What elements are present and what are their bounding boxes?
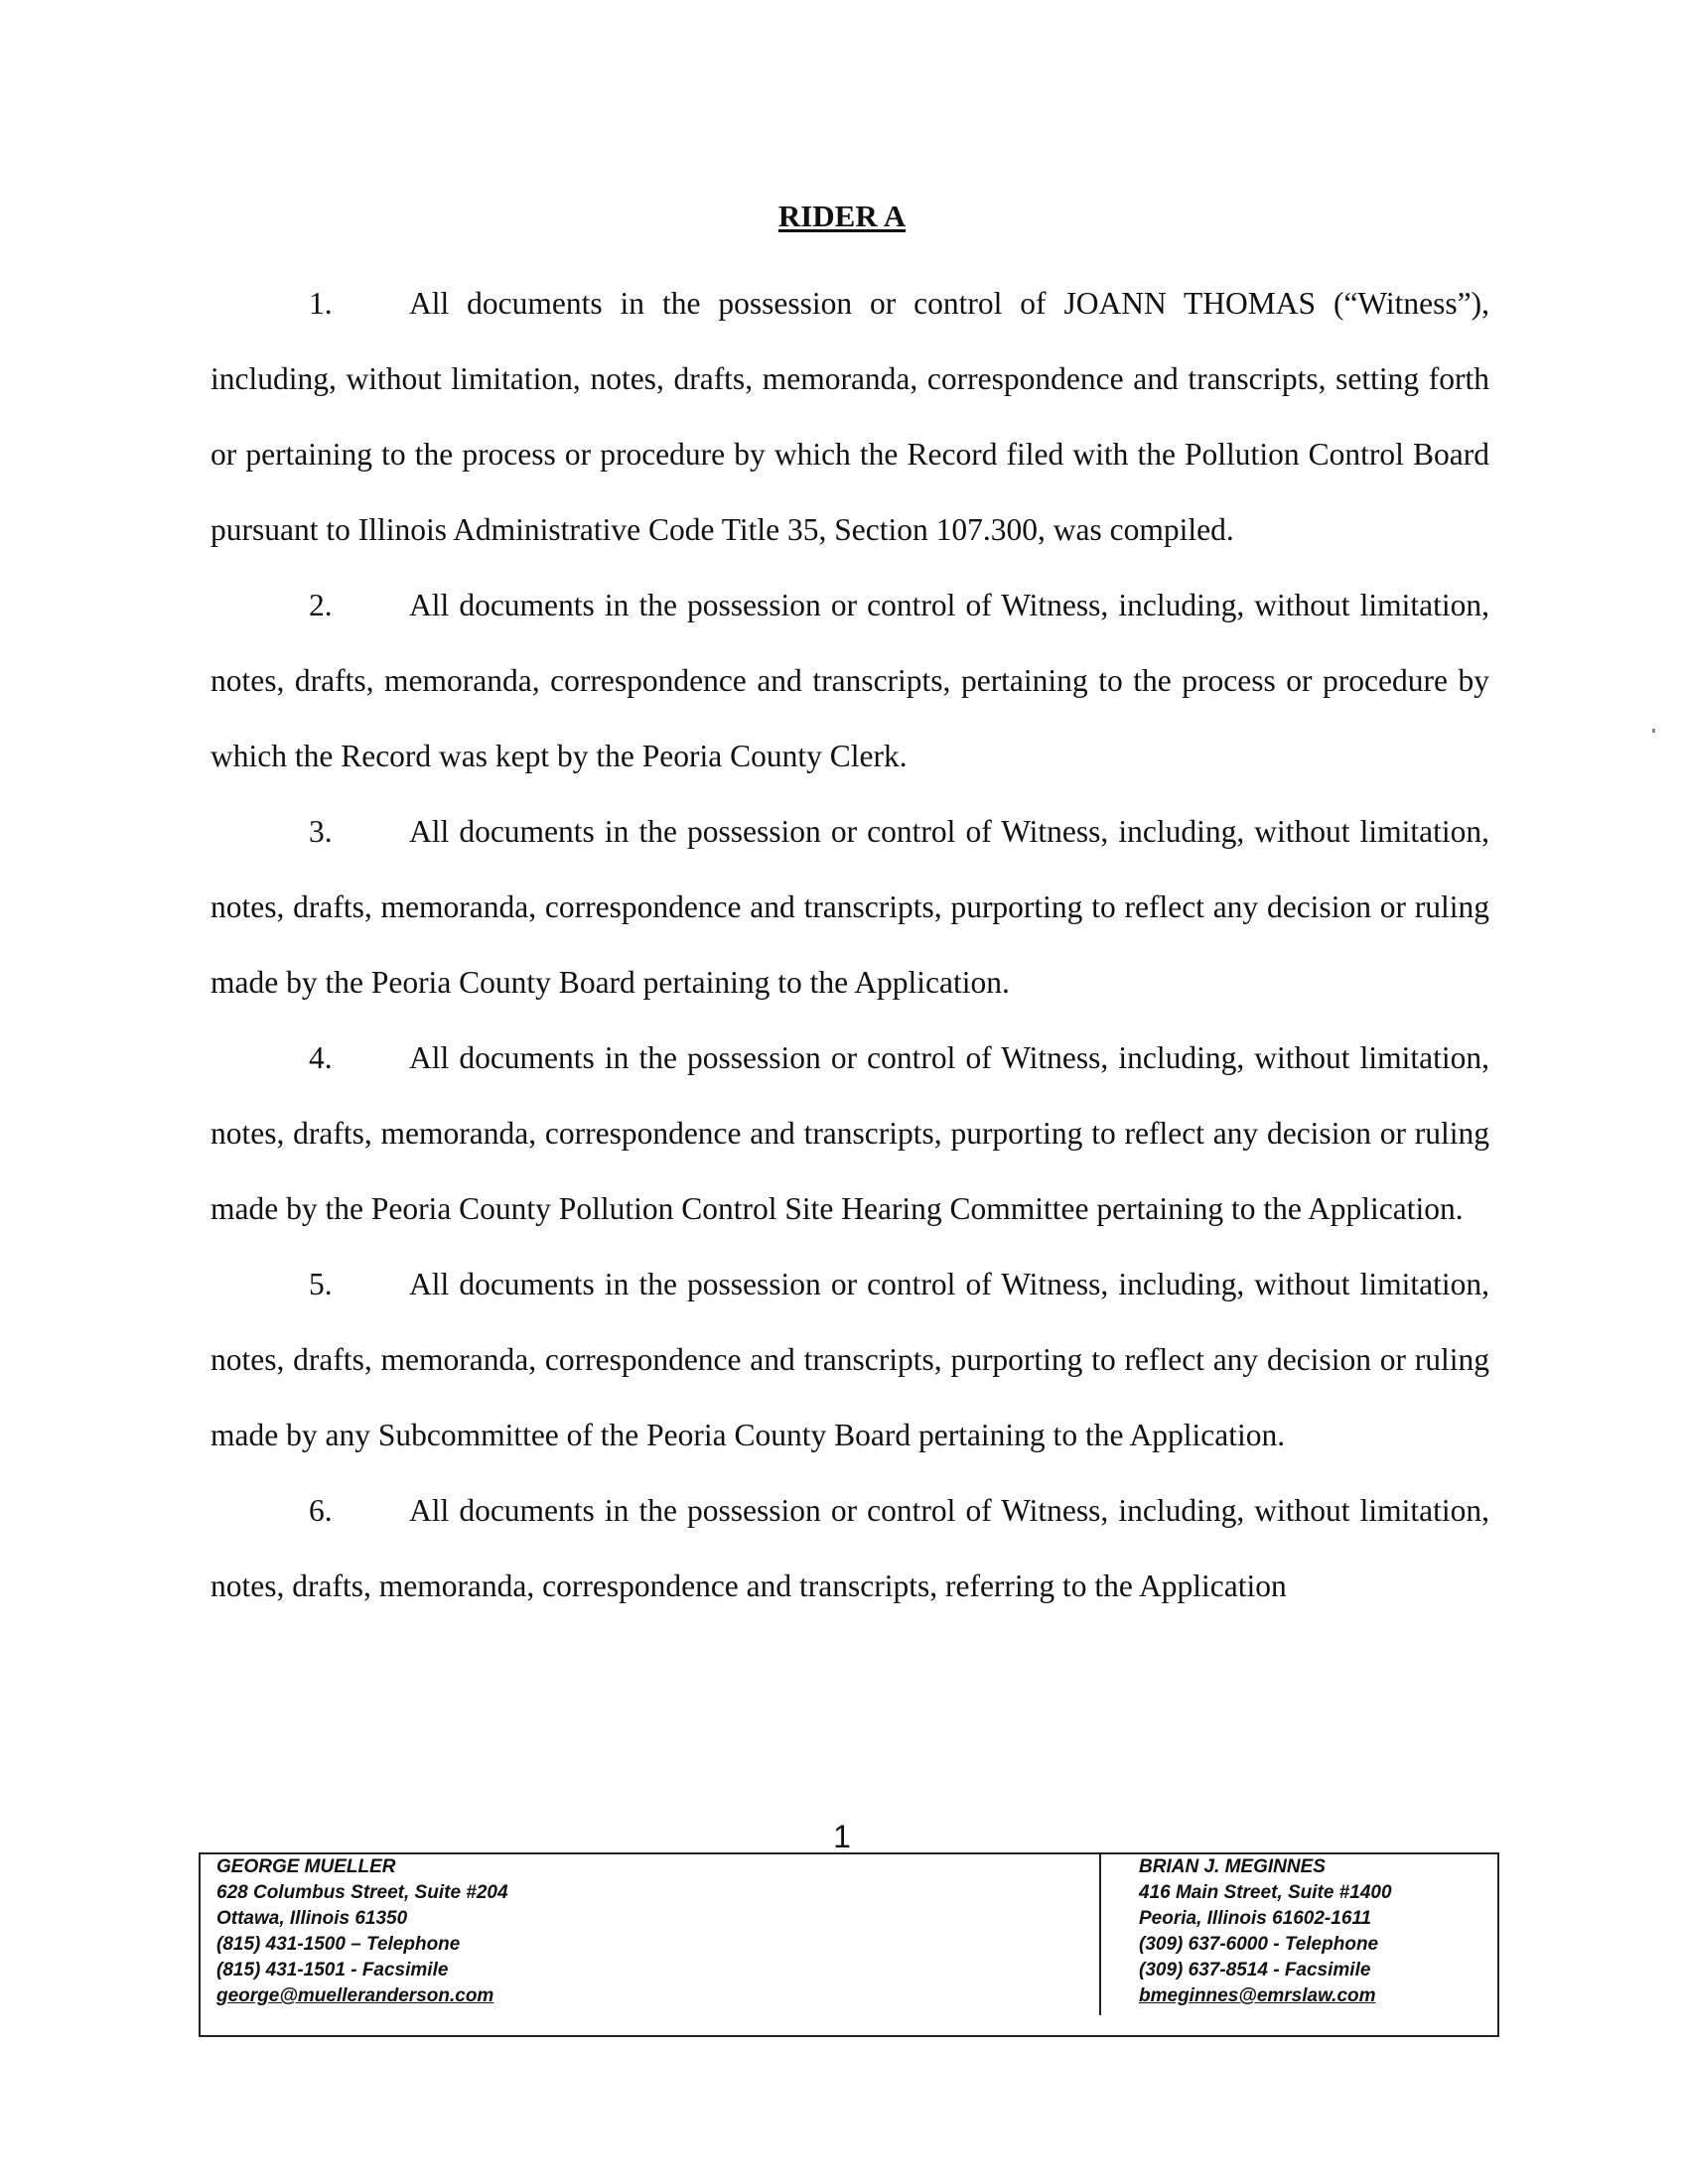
rider-item-2	[210, 568, 1489, 794]
item-number: 6.	[309, 1493, 333, 1528]
attorney-block-left	[216, 1854, 508, 2009]
rider-item-1	[210, 266, 1489, 568]
attorney-email-link[interactable]: bmeginnes@emrslaw.com	[1139, 1985, 1376, 2006]
scan-speck	[1652, 729, 1655, 733]
item-text: All documents in the possession or control of Witness, including, without limitation, notes, drafts, memoranda, correspondence and transcripts, purporting to reflect any decision or ruling made by the Peoria County Board pertaining to the Application.	[210, 814, 1489, 1000]
item-number: 1.	[309, 286, 333, 321]
attorney-facsimile: (309) 637-8514 - Facsimile	[1139, 1960, 1371, 1980]
attorney-facsimile: (815) 431-1501 - Facsimile	[216, 1960, 449, 1980]
attorney-address-line-2: Peoria, Illinois 61602-1611	[1139, 1908, 1372, 1929]
attorney-name: GEORGE MUELLER	[216, 1856, 396, 1877]
attorney-address-line-1: 628 Columbus Street, Suite #204	[216, 1882, 508, 1903]
attorney-footer	[199, 1852, 1499, 2037]
attorney-telephone: (309) 637-6000 - Telephone	[1139, 1934, 1379, 1955]
item-number: 2.	[309, 588, 333, 622]
attorney-name: BRIAN J. MEGINNES	[1139, 1856, 1326, 1877]
footer-divider	[1099, 1854, 1101, 2015]
page-number: 1	[833, 1819, 851, 1854]
rider-item-4	[210, 1021, 1489, 1247]
attorney-telephone: (815) 431-1500 – Telephone	[216, 1934, 461, 1955]
rider-item-5	[210, 1247, 1489, 1473]
attorney-email-link[interactable]: george@muelleranderson.com	[216, 1985, 494, 2006]
rider-item-3	[210, 794, 1489, 1021]
item-text: All documents in the possession or control of Witness, including, without limitation, notes, drafts, memoranda, correspondence and transcripts, purporting to reflect any decision or ruling made by any Subcommittee of the Peoria County Board pertaining to the Application.	[210, 1267, 1489, 1452]
attorney-address-line-1: 416 Main Street, Suite #1400	[1139, 1882, 1392, 1903]
item-text: All documents in the possession or control of Witness, including, without limitation, notes, drafts, memoranda, correspondence and transcripts, pertaining to the process or procedure by which the Record was kept by the Peoria County Clerk.	[210, 588, 1489, 773]
item-number: 5.	[309, 1267, 333, 1301]
item-number: 3.	[309, 814, 333, 849]
item-text: All documents in the possession or control of Witness, including, without limitation, notes, drafts, memoranda, correspondence and transcripts, purporting to reflect any decision or ruling made by the Peoria County Pollution Control Site Hearing Committee pertaining to the Application.	[210, 1040, 1489, 1226]
rider-item-6	[210, 1473, 1489, 1624]
attorney-block-right	[1139, 1854, 1392, 2009]
item-number: 4.	[309, 1040, 333, 1075]
attorney-address-line-2: Ottawa, Illinois 61350	[216, 1908, 408, 1929]
item-text: All documents in the possession or control of Witness, including, without limitation, notes, drafts, memoranda, correspondence and transcripts, referring to the Application	[210, 1493, 1489, 1603]
document-title: RIDER A	[777, 199, 907, 233]
rider-items	[210, 266, 1489, 1624]
item-text: All documents in the possession or control of JOANN THOMAS (“Witness”), including, without limitation, notes, drafts, memoranda, correspondence and transcripts, setting forth or pertaining to the process or procedure by which the Record filed with the Pollution Control Board pursuant to Illinois Administrative Code Title 35, Section 107.300, was compiled.	[210, 286, 1489, 547]
